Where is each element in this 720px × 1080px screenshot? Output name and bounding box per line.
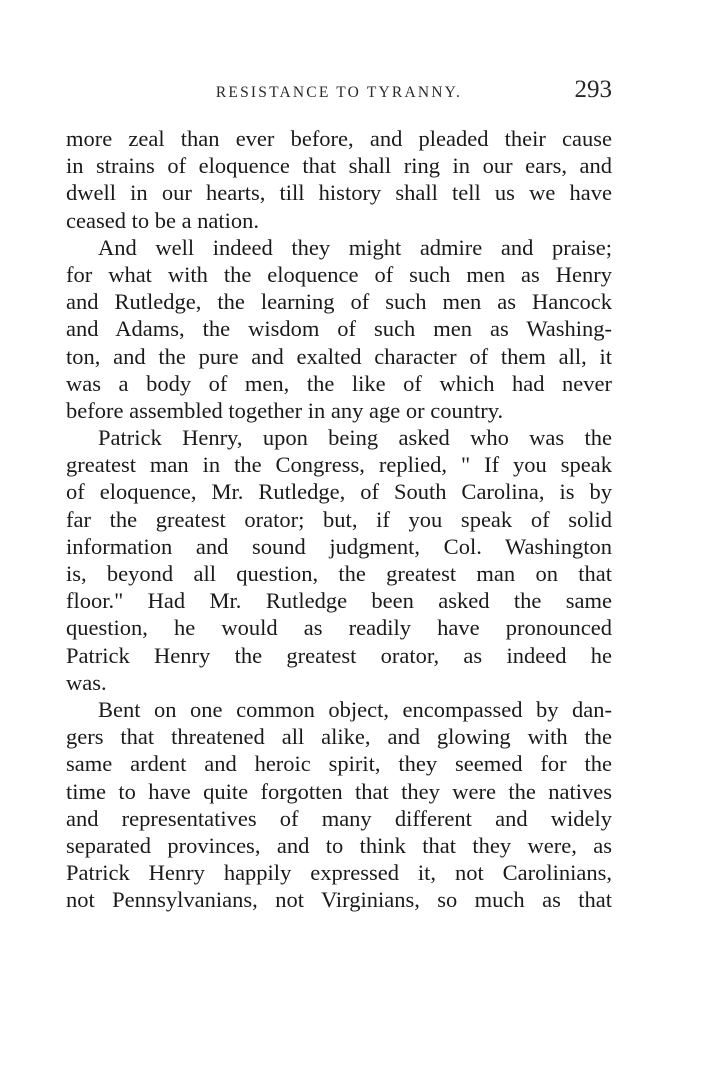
text-line: same ardent and heroic spirit, they seemed for the <box>66 751 612 777</box>
text-line: Bent on one common object, encompassed by dan- <box>98 696 612 722</box>
text-line: floor." Had Mr. Rutledge been asked the same <box>66 588 612 614</box>
text-line: Patrick Henry, upon being asked who was the <box>98 425 612 451</box>
text-line: And well indeed they might admire and praise; <box>98 234 612 260</box>
text-line: dwell in our hearts, till history shall tell us we have <box>66 180 612 206</box>
text-line: more zeal than ever before, and pleaded their cause <box>66 126 612 151</box>
text-line: far the greatest orator; but, if you speak of solid <box>66 506 612 532</box>
text-line: in strains of eloquence that shall ring in our ears, and <box>66 153 612 179</box>
text-line: question, he would as readily have pronounced <box>66 615 612 641</box>
text-line: of eloquence, Mr. Rutledge, of South Carolina, is by <box>66 479 612 505</box>
text-line: before assembled together in any age or country. <box>66 397 504 423</box>
text-line: time to have quite forgotten that they were the natives <box>66 778 612 804</box>
running-head <box>66 72 612 112</box>
text-line: is, beyond all question, the greatest man on that <box>66 561 612 586</box>
text-line: for what with the eloquence of such men as Henry <box>66 261 612 287</box>
text-line: Patrick Henry the greatest orator, as indeed he <box>66 642 612 668</box>
text-line: separated provinces, and to think that they were, as <box>66 832 612 858</box>
text-line: ceased to be a nation. <box>66 207 260 233</box>
text-line: information and sound judgment, Col. Washington <box>66 533 612 559</box>
text-line: greatest man in the Congress, replied, " If you speak <box>66 452 612 478</box>
text-line: and Rutledge, the learning of such men as Hancock <box>66 289 612 315</box>
page-number: 293 <box>574 76 612 103</box>
text-line: was a body of men, the like of which had never <box>66 370 612 396</box>
running-title: RESISTANCE TO TYRANNY. <box>215 84 463 101</box>
text-line: not Pennsylvanians, not Virginians, so much as that <box>66 887 612 913</box>
text-line: ton, and the pure and exalted character of them all, it <box>66 343 612 369</box>
text-line: and representatives of many different and widely <box>66 805 612 831</box>
body-text <box>66 125 612 913</box>
text-line: gers that threatened all alike, and glowing with the <box>66 724 612 750</box>
text-line: and Adams, the wisdom of such men as Washing- <box>66 316 612 342</box>
text-line: Patrick Henry happily expressed it, not Carolinians, <box>66 860 612 886</box>
text-line: was. <box>66 669 107 695</box>
